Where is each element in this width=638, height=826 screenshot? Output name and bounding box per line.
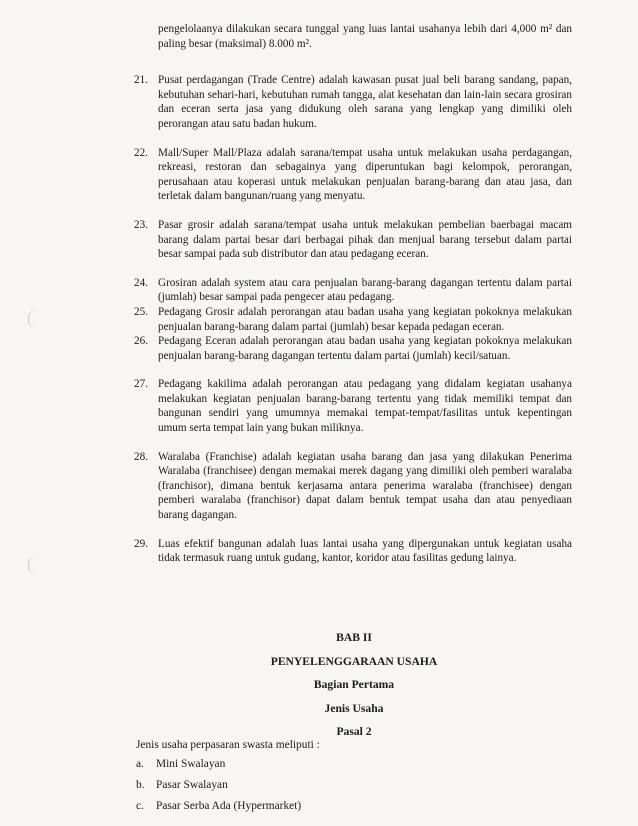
definition-text: Pedagang kakilima adalah perorangan atau pedagang yang didalam kegiatan usahanya melakukan kegiatan penjualan barang-barang tertentu yang tidak memiliki tempat dan bangunan sendiri yang umumnya memakai tempat-tempat/fasilitas untuk kepentingan umum serta tempat lain yang bukan miliknya. [158,378,572,435]
binding-hole-mark [28,556,39,574]
list-text: Mini Swalayan [156,758,226,770]
definition-number: 21. [134,74,148,87]
definition-text: Pusat perdagangan (Trade Centre) adalah kawasan pusat jual beli barang sandang, papan, kebutuhan sehari-hari, kebutuhan rumah tangga, alat kesehatan dan lain-lain secara grosiran dan eceran serta jasa yang didukung oleh sarana yang lengkap yang dimiliki oleh perorangan atau satu badan hukum. [158,74,572,130]
list-text: Pasar Swalayan [156,779,228,791]
definition-number: 29. [134,537,148,550]
section-title: Jenis Usaha [324,701,384,715]
definition-number: 22. [134,146,148,159]
definition-item [136,450,572,523]
definition-item [136,305,572,334]
definition-number: 25. [134,305,148,318]
chapter-heading [136,626,572,744]
definition-text: Pedagang Eceran adalah perorangan atau badan usaha yang kegiatan pokoknya melakukan penjualan barang-barang dagangan tertentu dalam partai (jumlah) kecil/satuan. [158,335,572,362]
intro-paragraph: pengelolaanya dilakukan secara tunggal yang luas lantai usahanya lebih dari 4,000 m² dan paling besar (maksimal) 8.000 m². [158,23,572,50]
list-item [136,775,572,796]
definition-text: Luas efektif bangunan adalah luas lantai usaha yang dipergunakan untuk kegiatan usaha tidak termasuk ruang untuk gudang, kantor, koridor atau fasilitas gedung lainya. [158,537,572,565]
definition-item [136,537,572,566]
definition-number: 28. [134,450,148,463]
definition-item [136,146,572,204]
definition-number: 24. [134,276,148,289]
list-letter: a. [136,758,144,770]
chapter-title: PENYELENGGARAAN USAHA [270,654,438,668]
chapter-number: BAB II [336,631,372,644]
list-letter: b. [136,779,145,791]
part-title: Bagian Pertama [313,678,395,691]
definition-text: Grosiran adalah system atau cara penjualan barang-barang dagangan tertentu dalam partai (jumlah) besar sampai pada pengecer atau pedagang. [158,276,572,304]
definition-text: Pasar grosir adalah sarana/tempat usaha untuk melakukan pembelian baerbagai macam barang dalam partai besar dari berbagai pihak dan menjual barang tersebut dalam partai besar sampai pada sub distributor dan atau pedagang eceran. [158,218,572,261]
definition-number: 27. [134,378,148,391]
definition-item [136,377,572,435]
list-letter: c. [136,800,144,812]
definition-text: Mall/Super Mall/Plaza adalah sarana/tempat usaha untuk melakukan usaha perdagangan, rekreasi, restoran dan sebagainya yang diperuntukan bagi kelompok, perorangan, perusahaan atau koperasi untuk melakukan penjualan barang-barang dan atau jasa, dan terletak dalam bangunan/ruang yang menyatu. [158,146,572,203]
article-lead: Jenis usaha perpasaran swasta meliputi : [136,739,320,751]
definition-item [136,334,572,363]
definition-text: Pedagang Grosir adalah perorangan atau badan usaha yang kegiatan pokoknya melakukan penjualan barang-barang dalam partai (jumlah) besar kepada pedagan eceran. [158,305,572,333]
definition-number: 23. [134,218,148,231]
list-item [136,796,572,817]
definition-item [136,276,572,305]
list-item [136,754,572,775]
definition-item [136,218,572,262]
definition-item [136,73,572,131]
business-type-list [136,754,572,817]
definitions-section [136,22,572,566]
definition-number: 26. [134,335,148,348]
article-number: Pasal 2 [336,725,372,738]
binding-hole-mark [28,310,39,328]
list-text: Pasar Serba Ada (Hypermarket) [156,800,302,812]
article-body [136,736,572,817]
definition-text: Waralaba (Franchise) adalah kegiatan usaha barang dan jasa yang dilakukan Penerima Waralaba (franchisee) dengan memakai merek dagang yang dimiliki oleh pemberi waralaba (franchisor), dimana bentuk kerjasama antara penerima waralaba (franchisee) dengan pemberi waralaba (franchisor) dapat dalam bentuk tempat usaha dan atau penyediaan barang dagangan. [158,450,572,522]
